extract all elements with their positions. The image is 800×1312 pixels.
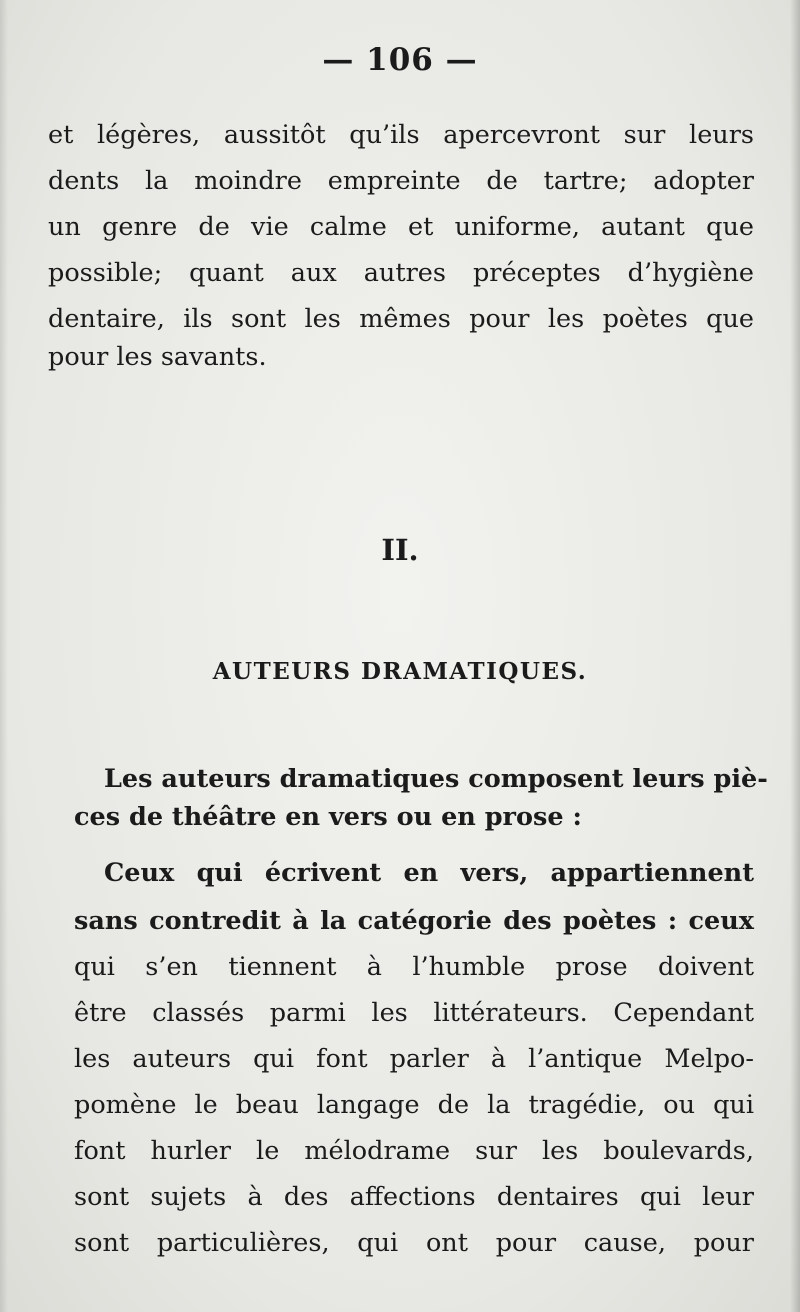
text-line-bottom-10: sont sujets à des affections dentaires qui leur [74, 1182, 754, 1212]
text-line-bottom-5: qui s’en tiennent à l’humble prose doivent [74, 952, 754, 982]
text-line-bottom-7: les auteurs qui font parler à l’antique Melpo- [74, 1044, 754, 1074]
text-line-top-5: dentaire, ils sont les mêmes pour les poètes que [48, 304, 754, 334]
text-line-bottom-9: font hurler le mélodrame sur les boulevards, [74, 1136, 754, 1166]
text-line-top-4: possible; quant aux autres préceptes d’hygiène [48, 258, 754, 288]
text-line-bottom-4: sans contredit à la catégorie des poètes : ceux [74, 906, 754, 936]
text-line-bottom-8: pomène le beau langage de la tragédie, ou qui [74, 1090, 754, 1120]
text-line-top-2: dents la moindre empreinte de tartre; adopter [48, 166, 754, 196]
page-number: — 106 — [322, 42, 478, 78]
text-line-bottom-3: Ceux qui écrivent en vers, appartiennent [104, 858, 754, 888]
page-right-edge [790, 0, 800, 1312]
section-title: AUTEURS DRAMATIQUES. [212, 658, 588, 685]
page-left-edge [0, 0, 8, 1312]
text-line-top-3: un genre de vie calme et uniforme, autant que [48, 212, 754, 242]
text-line-bottom-1: Les auteurs dramatiques composent leurs piè- [104, 764, 768, 794]
section-number: II. [381, 533, 419, 567]
text-line-top-6: pour les savants. [48, 342, 267, 372]
text-line-top-1: et légères, aussitôt qu’ils apercevront sur leurs [48, 120, 754, 150]
text-line-bottom-11: sont particulières, qui ont pour cause, pour [74, 1228, 754, 1258]
text-line-bottom-6: être classés parmi les littérateurs. Cependant [74, 998, 754, 1028]
text-line-bottom-2: ces de théâtre en vers ou en prose : [74, 802, 582, 832]
